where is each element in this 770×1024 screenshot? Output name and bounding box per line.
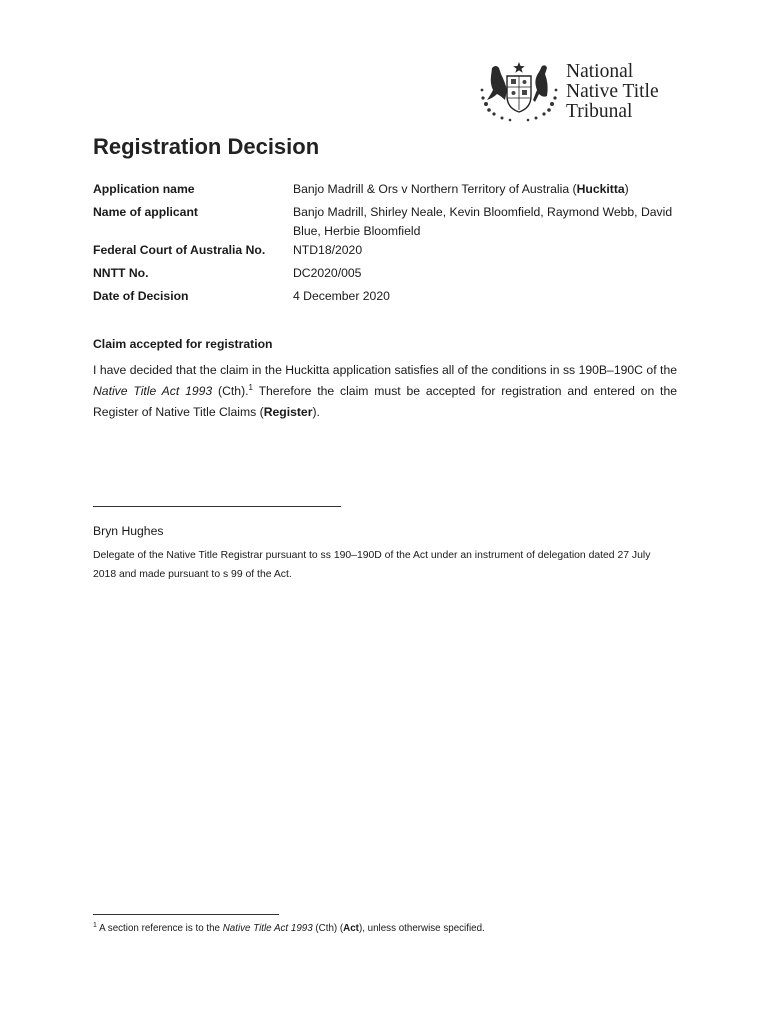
- decision-date-label: Date of Decision: [93, 289, 189, 303]
- footnote-number: 1: [93, 922, 97, 929]
- page-title: Registration Decision: [93, 134, 320, 159]
- court-number-value: NTD18/2020: [293, 243, 363, 257]
- paragraph-text-2: (Cth).: [212, 384, 249, 398]
- signer-name: Bryn Hughes: [93, 524, 164, 538]
- nntt-number-value: DC2020/005: [293, 266, 362, 280]
- applicant-label: Name of applicant: [93, 205, 198, 219]
- footnote: [93, 923, 693, 934]
- footnote-text-3: ), unless otherwise specified.: [358, 923, 485, 934]
- nntt-number-label: NNTT No.: [93, 266, 149, 280]
- paragraph-text-1: I have decided that the claim in the Huckitta application satisfies all of the conditions in ss 190B–190C of the: [93, 363, 677, 377]
- application-name-short: Huckitta: [576, 182, 625, 196]
- logo-line-1: National: [566, 61, 634, 82]
- footnote-act-term: Act: [343, 923, 359, 934]
- paragraph-text-3: Therefore the claim must be accepted for registration and entered on the Register of Native Title Claims (: [93, 384, 677, 419]
- paragraph-text-4: ).: [312, 405, 320, 419]
- logo-line-3: Tribunal: [566, 101, 633, 122]
- decision-date-value: 4 December 2020: [293, 289, 390, 303]
- paragraph-register-term: Register: [263, 405, 313, 419]
- logo-line-2: Native Title: [566, 81, 659, 102]
- section-heading: Claim accepted for registration: [93, 337, 273, 351]
- footnote-act-title: Native Title Act 1993: [222, 923, 313, 934]
- application-name-text: Banjo Madrill & Ors v Northern Territory of Australia (: [293, 182, 577, 196]
- application-name-close: ): [624, 182, 629, 196]
- footnote-text-2: (Cth) (: [312, 923, 344, 934]
- footnote-reference[interactable]: 1: [248, 383, 253, 392]
- application-name-value: [293, 180, 683, 199]
- coat-of-arms-icon: [478, 60, 560, 124]
- court-number-label: Federal Court of Australia No.: [93, 243, 266, 257]
- footnote-divider: [93, 914, 279, 915]
- nntt-logo: [478, 60, 678, 124]
- application-name-label: Application name: [93, 182, 195, 196]
- signature-line: [93, 506, 341, 507]
- applicant-value: Banjo Madrill, Shirley Neale, Kevin Bloomfield, Raymond Webb, David Blue, Herbie Bloomfield: [293, 205, 673, 238]
- paragraph-act-title: Native Title Act 1993: [93, 384, 213, 398]
- footnote-text-1: A section reference is to the: [96, 923, 223, 934]
- logo-wordmark: [566, 62, 659, 122]
- delegate-statement: Delegate of the Native Title Registrar pursuant to ss 190–190D of the Act under an instrument of delegation dated 27 July 2018 and made pursuant to s 99 of the Act.: [93, 550, 651, 580]
- decision-paragraph: [93, 360, 677, 423]
